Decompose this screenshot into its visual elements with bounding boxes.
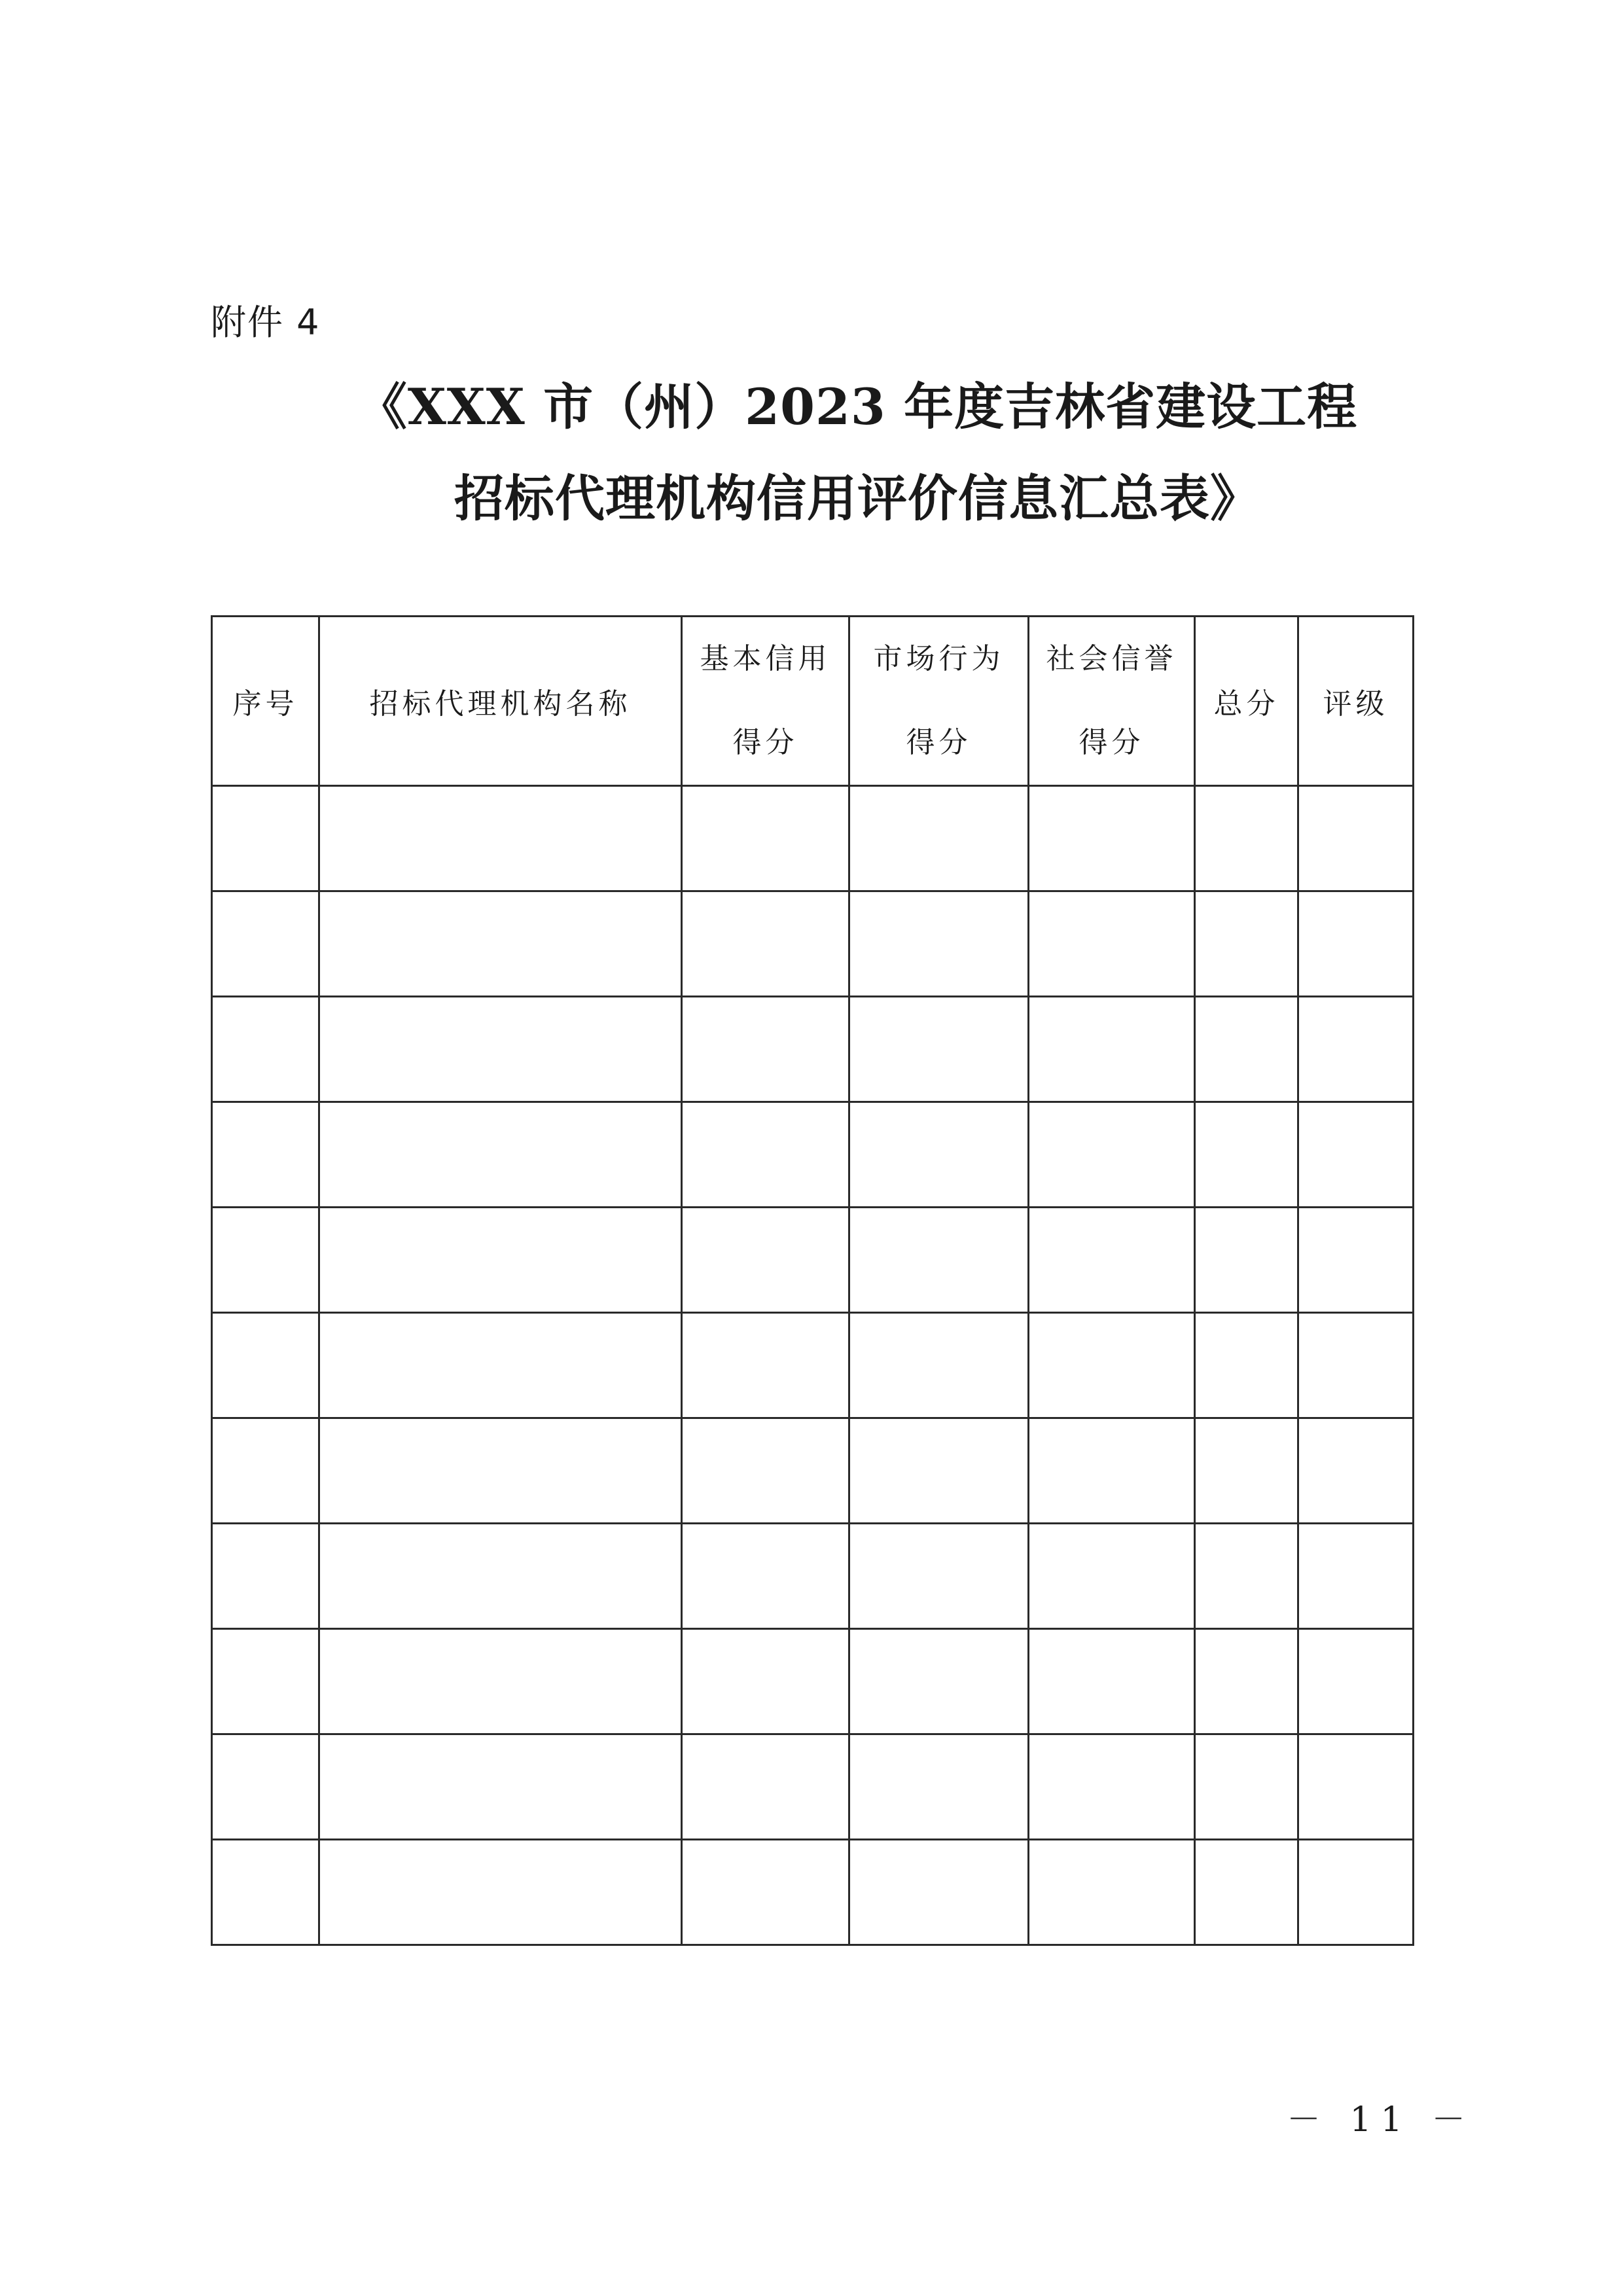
cell-agency-name [319, 1313, 682, 1418]
cell-agency-name [319, 1840, 682, 1945]
header-total: 总分 [1195, 617, 1298, 786]
header-social-reputation-line-1: 社会信誉 [1046, 642, 1177, 675]
cell-market-behavior [849, 1524, 1029, 1629]
cell-agency-name [319, 1418, 682, 1524]
cell-market-behavior [849, 1629, 1029, 1734]
cell-rating [1298, 1208, 1414, 1313]
cell-market-behavior [849, 997, 1029, 1102]
table-row [212, 1629, 1414, 1734]
cell-basic-credit [682, 786, 849, 891]
cell-seq [212, 891, 319, 997]
cell-agency-name [319, 1102, 682, 1208]
cell-basic-credit [682, 1524, 849, 1629]
cell-seq [212, 1208, 319, 1313]
cell-basic-credit [682, 1313, 849, 1418]
table-row [212, 891, 1414, 997]
document-title-line-2: 招标代理机构信用评价信息汇总表》 [454, 469, 1260, 528]
table-row [212, 997, 1414, 1102]
document-title-line-1: 《XXX 市（州）2023 年度吉林省建设工程 [357, 378, 1358, 436]
cell-social-reputation [1029, 891, 1195, 997]
cell-seq [212, 1734, 319, 1840]
cell-total [1195, 786, 1298, 891]
cell-rating [1298, 1629, 1414, 1734]
cell-total [1195, 1524, 1298, 1629]
cell-basic-credit [682, 1208, 849, 1313]
cell-rating [1298, 1524, 1414, 1629]
cell-social-reputation [1029, 1524, 1195, 1629]
cell-seq [212, 1629, 319, 1734]
header-seq: 序号 [212, 617, 319, 786]
cell-basic-credit [682, 1102, 849, 1208]
summary-table [211, 615, 1414, 1946]
table-row [212, 1208, 1414, 1313]
cell-social-reputation [1029, 1313, 1195, 1418]
cell-social-reputation [1029, 1734, 1195, 1840]
cell-agency-name [319, 891, 682, 997]
cell-rating [1298, 1418, 1414, 1524]
cell-market-behavior [849, 1840, 1029, 1945]
cell-market-behavior [849, 1418, 1029, 1524]
cell-market-behavior [849, 1208, 1029, 1313]
cell-agency-name [319, 1208, 682, 1313]
cell-seq [212, 1418, 319, 1524]
cell-social-reputation [1029, 1208, 1195, 1313]
attachment-label: 附件 4 [211, 302, 321, 343]
table-header-row [212, 617, 1414, 786]
table-row [212, 1102, 1414, 1208]
header-basic-credit-line-1: 基本信用 [700, 642, 831, 675]
header-social-reputation-line-2: 得分 [1079, 726, 1145, 759]
cell-social-reputation [1029, 1840, 1195, 1945]
cell-market-behavior [849, 786, 1029, 891]
table-row [212, 1524, 1414, 1629]
cell-basic-credit [682, 1840, 849, 1945]
cell-agency-name [319, 1524, 682, 1629]
cell-basic-credit [682, 1734, 849, 1840]
header-market-behavior-line-1: 市场行为 [873, 642, 1005, 675]
cell-total [1195, 1418, 1298, 1524]
header-market-behavior [849, 617, 1029, 786]
cell-rating [1298, 1840, 1414, 1945]
cell-agency-name [319, 997, 682, 1102]
cell-market-behavior [849, 1734, 1029, 1840]
cell-rating [1298, 1102, 1414, 1208]
header-basic-credit [682, 617, 849, 786]
cell-social-reputation [1029, 997, 1195, 1102]
cell-market-behavior [849, 891, 1029, 997]
cell-total [1195, 1840, 1298, 1945]
cell-agency-name [319, 1734, 682, 1840]
cell-market-behavior [849, 1313, 1029, 1418]
header-market-behavior-line-2: 得分 [906, 726, 972, 759]
cell-total [1195, 1313, 1298, 1418]
header-basic-credit-line-2: 得分 [732, 726, 798, 759]
table-body [212, 786, 1414, 1945]
cell-basic-credit [682, 1418, 849, 1524]
cell-rating [1298, 1313, 1414, 1418]
cell-rating [1298, 997, 1414, 1102]
header-agency-name: 招标代理机构名称 [319, 617, 682, 786]
cell-agency-name [319, 1629, 682, 1734]
cell-market-behavior [849, 1102, 1029, 1208]
cell-total [1195, 891, 1298, 997]
cell-agency-name [319, 786, 682, 891]
cell-basic-credit [682, 1629, 849, 1734]
header-social-reputation [1029, 617, 1195, 786]
cell-seq [212, 1102, 319, 1208]
cell-seq [212, 997, 319, 1102]
cell-seq [212, 786, 319, 891]
cell-rating [1298, 1734, 1414, 1840]
table-row [212, 786, 1414, 891]
cell-social-reputation [1029, 1102, 1195, 1208]
table-row [212, 1418, 1414, 1524]
header-rating: 评级 [1298, 617, 1414, 786]
cell-seq [212, 1524, 319, 1629]
page-number: － 11 － [1287, 2100, 1475, 2140]
cell-basic-credit [682, 891, 849, 997]
cell-total [1195, 1629, 1298, 1734]
cell-rating [1298, 891, 1414, 997]
cell-seq [212, 1840, 319, 1945]
table-row [212, 1840, 1414, 1945]
cell-basic-credit [682, 997, 849, 1102]
cell-seq [212, 1313, 319, 1418]
cell-social-reputation [1029, 1418, 1195, 1524]
cell-total [1195, 1102, 1298, 1208]
cell-rating [1298, 786, 1414, 891]
cell-total [1195, 997, 1298, 1102]
cell-social-reputation [1029, 786, 1195, 891]
table-row [212, 1734, 1414, 1840]
cell-social-reputation [1029, 1629, 1195, 1734]
cell-total [1195, 1734, 1298, 1840]
table-row [212, 1313, 1414, 1418]
cell-total [1195, 1208, 1298, 1313]
